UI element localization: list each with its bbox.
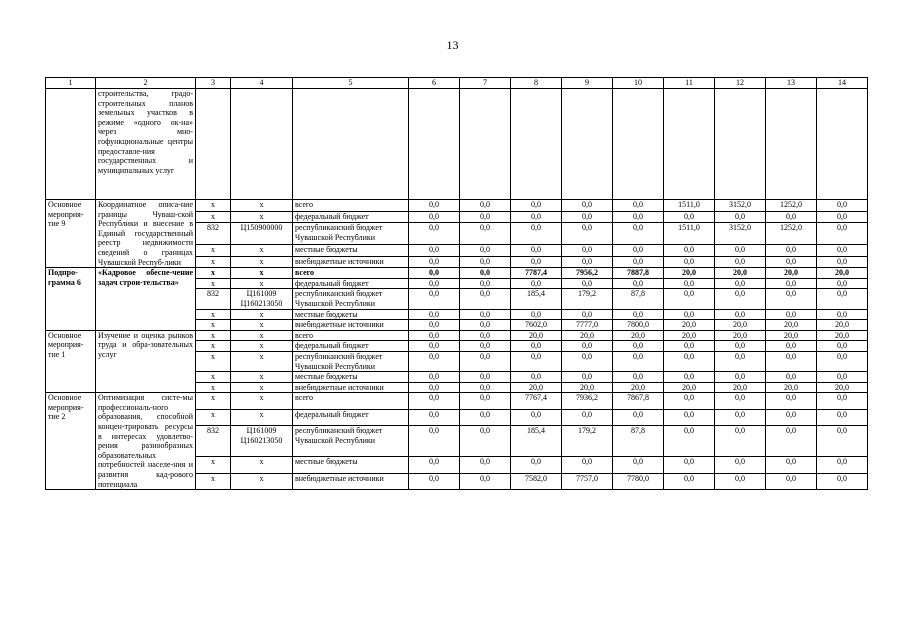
amount-cell: 0,0 (817, 426, 868, 457)
amount-cell: 20,0 (511, 330, 562, 341)
amount-cell: 0,0 (766, 409, 817, 425)
amount-cell: 0,0 (715, 351, 766, 371)
amount-cell: 0,0 (817, 200, 868, 212)
amount-cell: 0,0 (511, 245, 562, 257)
amount-cell: 0,0 (511, 351, 562, 371)
budget-classification-code: x (231, 320, 293, 331)
amount-cell: 179,2 (562, 426, 613, 457)
funding-source: внебюджетные источники (293, 382, 409, 393)
amount-cell: 20,0 (715, 330, 766, 341)
table-row (46, 268, 868, 279)
executor-code: x (196, 211, 231, 223)
amount-cell: 0,0 (409, 382, 460, 393)
empty-cell (817, 89, 868, 200)
measure-description: Оптимизация систе-мы профессиональ-ного образования, способной концен-трировать ресурсы в интересах удовлетво-рения разнообразных образовательных потребностей населе-ния и развития кад-рового потенциала (96, 393, 196, 490)
amount-cell: 7887,8 (613, 268, 664, 279)
amount-cell: 0,0 (409, 211, 460, 223)
amount-cell: 0,0 (817, 223, 868, 245)
empty-cell (562, 89, 613, 200)
amount-cell: 0,0 (715, 278, 766, 289)
amount-cell: 0,0 (817, 211, 868, 223)
amount-cell: 0,0 (562, 200, 613, 212)
measure-name: Основное мероприя-тие 9 (46, 200, 96, 268)
amount-cell: 1511,0 (664, 200, 715, 212)
amount-cell: 7936,2 (562, 393, 613, 409)
budget-classification-code: x (231, 393, 293, 409)
amount-cell: 0,0 (664, 372, 715, 383)
amount-cell: 0,0 (460, 393, 511, 409)
amount-cell: 20,0 (613, 330, 664, 341)
column-number-header: 9 (562, 78, 613, 89)
amount-cell: 0,0 (409, 330, 460, 341)
amount-cell: 0,0 (562, 351, 613, 371)
amount-cell: 0,0 (460, 268, 511, 279)
amount-cell: 0,0 (511, 223, 562, 245)
empty-cell (511, 89, 562, 200)
amount-cell: 0,0 (817, 289, 868, 309)
amount-cell: 0,0 (562, 278, 613, 289)
amount-cell: 0,0 (613, 309, 664, 320)
column-number-header: 6 (409, 78, 460, 89)
amount-cell: 0,0 (766, 372, 817, 383)
measure-description: «Кадровое обеспе-чение задач строи-тельства» (96, 268, 196, 331)
amount-cell: 0,0 (817, 457, 868, 473)
column-number-header: 8 (511, 78, 562, 89)
amount-cell: 0,0 (562, 341, 613, 352)
budget-classification-code: Ц150900000 (231, 223, 293, 245)
budget-table (45, 77, 868, 490)
budget-classification-code: x (231, 372, 293, 383)
budget-classification-code: Ц161009 Ц160213050 (231, 289, 293, 309)
amount-cell: 0,0 (460, 382, 511, 393)
amount-cell: 0,0 (460, 320, 511, 331)
amount-cell: 0,0 (613, 245, 664, 257)
amount-cell: 0,0 (562, 223, 613, 245)
amount-cell: 20,0 (766, 320, 817, 331)
amount-cell: 20,0 (664, 382, 715, 393)
amount-cell: 0,0 (409, 278, 460, 289)
amount-cell: 0,0 (613, 351, 664, 371)
budget-classification-code: x (231, 341, 293, 352)
amount-cell: 0,0 (766, 473, 817, 489)
amount-cell: 0,0 (715, 426, 766, 457)
amount-cell: 0,0 (409, 245, 460, 257)
amount-cell: 0,0 (766, 289, 817, 309)
amount-cell: 0,0 (460, 309, 511, 320)
table-body (46, 78, 868, 490)
empty-cell (46, 89, 96, 200)
amount-cell: 7582,0 (511, 473, 562, 489)
amount-cell: 0,0 (511, 372, 562, 383)
executor-code: x (196, 351, 231, 371)
amount-cell: 0,0 (460, 409, 511, 425)
amount-cell: 0,0 (613, 256, 664, 268)
amount-cell: 20,0 (715, 382, 766, 393)
amount-cell: 0,0 (817, 409, 868, 425)
amount-cell: 0,0 (817, 245, 868, 257)
executor-code: x (196, 341, 231, 352)
amount-cell: 0,0 (664, 393, 715, 409)
executor-code: 832 (196, 426, 231, 457)
executor-code: x (196, 409, 231, 425)
amount-cell: 87,8 (613, 289, 664, 309)
amount-cell: 0,0 (715, 473, 766, 489)
amount-cell: 0,0 (613, 341, 664, 352)
amount-cell: 0,0 (664, 426, 715, 457)
amount-cell: 0,0 (766, 309, 817, 320)
amount-cell: 0,0 (409, 320, 460, 331)
amount-cell: 0,0 (409, 351, 460, 371)
column-number-header: 5 (293, 78, 409, 89)
amount-cell: 0,0 (511, 256, 562, 268)
measure-name: Основное мероприя-тие 2 (46, 393, 96, 490)
table-row (46, 393, 868, 409)
amount-cell: 0,0 (511, 457, 562, 473)
column-number-header: 14 (817, 78, 868, 89)
amount-cell: 0,0 (409, 200, 460, 212)
amount-cell: 0,0 (409, 393, 460, 409)
amount-cell: 0,0 (460, 457, 511, 473)
measure-description: Координатное описа-ние границы Чуваш-ской Республики и внесение в Единый государственный реестр недвижимости сведений о границах Чувашской Респуб-лики (96, 200, 196, 268)
amount-cell: 20,0 (715, 320, 766, 331)
amount-cell: 0,0 (817, 341, 868, 352)
funding-source: всего (293, 200, 409, 212)
amount-cell: 0,0 (409, 341, 460, 352)
empty-cell (231, 89, 293, 200)
amount-cell: 1252,0 (766, 200, 817, 212)
budget-classification-code: x (231, 245, 293, 257)
amount-cell: 7956,2 (562, 268, 613, 279)
continuation-description: строительства, градо-строительных планов земельных участков в режиме «одного ок-на» через мно-гофункциональные центры предоставле-ния государственных и муниципальных услуг (96, 89, 196, 200)
amount-cell: 0,0 (766, 245, 817, 257)
amount-cell: 7757,0 (562, 473, 613, 489)
amount-cell: 0,0 (715, 393, 766, 409)
amount-cell: 0,0 (460, 372, 511, 383)
amount-cell: 0,0 (511, 341, 562, 352)
amount-cell: 0,0 (817, 473, 868, 489)
amount-cell: 0,0 (766, 457, 817, 473)
amount-cell: 20,0 (664, 330, 715, 341)
amount-cell: 1252,0 (766, 223, 817, 245)
amount-cell: 0,0 (460, 223, 511, 245)
amount-cell: 0,0 (817, 256, 868, 268)
empty-cell (715, 89, 766, 200)
amount-cell: 0,0 (460, 289, 511, 309)
amount-cell: 0,0 (715, 457, 766, 473)
amount-cell: 20,0 (715, 268, 766, 279)
amount-cell: 7767,4 (511, 393, 562, 409)
amount-cell: 0,0 (715, 341, 766, 352)
measure-name: Подпро-грамма 6 (46, 268, 96, 331)
empty-cell (766, 89, 817, 200)
amount-cell: 20,0 (511, 382, 562, 393)
page-number: 13 (446, 38, 459, 52)
amount-cell: 1511,0 (664, 223, 715, 245)
amount-cell: 0,0 (562, 245, 613, 257)
column-number-header: 3 (196, 78, 231, 89)
amount-cell: 0,0 (817, 309, 868, 320)
empty-cell (293, 89, 409, 200)
column-number-header: 4 (231, 78, 293, 89)
column-number-header: 7 (460, 78, 511, 89)
funding-source: республиканский бюджет Чувашской Республики (293, 289, 409, 309)
funding-source: внебюджетные источники (293, 256, 409, 268)
funding-source: всего (293, 393, 409, 409)
executor-code: 832 (196, 289, 231, 309)
amount-cell: 0,0 (664, 351, 715, 371)
amount-cell: 0,0 (409, 268, 460, 279)
amount-cell: 0,0 (766, 341, 817, 352)
budget-classification-code: x (231, 473, 293, 489)
budget-classification-code: x (231, 382, 293, 393)
amount-cell: 7780,0 (613, 473, 664, 489)
amount-cell: 0,0 (664, 278, 715, 289)
budget-classification-code: x (231, 278, 293, 289)
amount-cell: 0,0 (562, 372, 613, 383)
amount-cell: 0,0 (613, 278, 664, 289)
amount-cell: 0,0 (664, 245, 715, 257)
amount-cell: 20,0 (817, 330, 868, 341)
executor-code: x (196, 309, 231, 320)
budget-classification-code: x (231, 457, 293, 473)
funding-source: республиканский бюджет Чувашской Республики (293, 223, 409, 245)
amount-cell: 0,0 (715, 256, 766, 268)
amount-cell: 20,0 (817, 382, 868, 393)
amount-cell: 0,0 (409, 426, 460, 457)
amount-cell: 20,0 (664, 268, 715, 279)
funding-source: федеральный бюджет (293, 278, 409, 289)
budget-classification-code: x (231, 309, 293, 320)
amount-cell: 0,0 (613, 409, 664, 425)
column-number-header: 11 (664, 78, 715, 89)
executor-code: x (196, 200, 231, 212)
amount-cell: 0,0 (664, 457, 715, 473)
budget-classification-code: x (231, 351, 293, 371)
amount-cell: 20,0 (817, 320, 868, 331)
empty-cell (196, 89, 231, 200)
amount-cell: 3152,0 (715, 223, 766, 245)
amount-cell: 0,0 (562, 409, 613, 425)
amount-cell: 20,0 (562, 382, 613, 393)
amount-cell: 0,0 (613, 372, 664, 383)
column-number-header: 13 (766, 78, 817, 89)
amount-cell: 20,0 (613, 382, 664, 393)
amount-cell: 0,0 (511, 278, 562, 289)
amount-cell: 0,0 (511, 200, 562, 212)
executor-code: x (196, 278, 231, 289)
funding-source: местные бюджеты (293, 309, 409, 320)
amount-cell: 7800,0 (613, 320, 664, 331)
empty-cell (613, 89, 664, 200)
funding-source: федеральный бюджет (293, 409, 409, 425)
amount-cell: 0,0 (613, 457, 664, 473)
amount-cell: 20,0 (766, 268, 817, 279)
amount-cell: 0,0 (715, 309, 766, 320)
amount-cell: 7787,4 (511, 268, 562, 279)
amount-cell: 0,0 (460, 426, 511, 457)
amount-cell: 0,0 (562, 457, 613, 473)
amount-cell: 20,0 (766, 330, 817, 341)
amount-cell: 0,0 (664, 341, 715, 352)
measure-name: Основное мероприя-тие 1 (46, 330, 96, 393)
amount-cell: 0,0 (409, 409, 460, 425)
amount-cell: 87,8 (613, 426, 664, 457)
amount-cell: 185,4 (511, 426, 562, 457)
amount-cell: 20,0 (766, 382, 817, 393)
amount-cell: 0,0 (766, 256, 817, 268)
amount-cell: 7867,8 (613, 393, 664, 409)
amount-cell: 0,0 (715, 372, 766, 383)
empty-cell (409, 89, 460, 200)
amount-cell: 0,0 (613, 223, 664, 245)
amount-cell: 0,0 (562, 309, 613, 320)
amount-cell: 0,0 (460, 351, 511, 371)
amount-cell: 0,0 (562, 256, 613, 268)
amount-cell: 0,0 (460, 245, 511, 257)
amount-cell: 0,0 (409, 372, 460, 383)
amount-cell: 0,0 (409, 309, 460, 320)
amount-cell: 0,0 (511, 211, 562, 223)
table-row (46, 330, 868, 341)
amount-cell: 7777,0 (562, 320, 613, 331)
amount-cell: 0,0 (664, 256, 715, 268)
amount-cell: 0,0 (511, 409, 562, 425)
executor-code: x (196, 457, 231, 473)
amount-cell: 0,0 (409, 457, 460, 473)
funding-source: республиканский бюджет Чувашской Республики (293, 351, 409, 371)
executor-code: x (196, 330, 231, 341)
amount-cell: 0,0 (460, 341, 511, 352)
column-number-header: 2 (96, 78, 196, 89)
budget-classification-code: x (231, 200, 293, 212)
amount-cell: 3152,0 (715, 200, 766, 212)
amount-cell: 0,0 (409, 256, 460, 268)
budget-classification-code: x (231, 330, 293, 341)
executor-code: 832 (196, 223, 231, 245)
amount-cell: 179,2 (562, 289, 613, 309)
amount-cell: 0,0 (460, 473, 511, 489)
amount-cell: 0,0 (409, 473, 460, 489)
funding-source: внебюджетные источники (293, 320, 409, 331)
amount-cell: 0,0 (511, 309, 562, 320)
amount-cell: 0,0 (664, 409, 715, 425)
amount-cell: 0,0 (562, 211, 613, 223)
executor-code: x (196, 393, 231, 409)
amount-cell: 0,0 (460, 200, 511, 212)
amount-cell: 0,0 (409, 289, 460, 309)
column-number-header: 10 (613, 78, 664, 89)
amount-cell: 0,0 (715, 289, 766, 309)
amount-cell: 0,0 (766, 393, 817, 409)
budget-classification-code: Ц161009 Ц160213050 (231, 426, 293, 457)
amount-cell: 185,4 (511, 289, 562, 309)
amount-cell: 0,0 (766, 211, 817, 223)
budget-classification-code: x (231, 268, 293, 279)
amount-cell: 0,0 (613, 200, 664, 212)
amount-cell: 0,0 (664, 473, 715, 489)
amount-cell: 0,0 (460, 330, 511, 341)
amount-cell: 20,0 (817, 268, 868, 279)
amount-cell: 0,0 (715, 211, 766, 223)
funding-source: федеральный бюджет (293, 341, 409, 352)
amount-cell: 0,0 (409, 223, 460, 245)
empty-cell (664, 89, 715, 200)
amount-cell: 20,0 (664, 320, 715, 331)
amount-cell: 0,0 (664, 211, 715, 223)
budget-classification-code: x (231, 409, 293, 425)
amount-cell: 0,0 (715, 409, 766, 425)
executor-code: x (196, 245, 231, 257)
measure-description: Изучение и оценка рынков труда и обра-зовательных услуг (96, 330, 196, 393)
funding-source: местные бюджеты (293, 245, 409, 257)
budget-classification-code: x (231, 256, 293, 268)
continuation-row (46, 89, 868, 200)
amount-cell: 0,0 (664, 309, 715, 320)
executor-code: x (196, 382, 231, 393)
funding-source: всего (293, 330, 409, 341)
funding-source: местные бюджеты (293, 457, 409, 473)
executor-code: x (196, 256, 231, 268)
column-number-header: 12 (715, 78, 766, 89)
amount-cell: 0,0 (766, 426, 817, 457)
executor-code: x (196, 372, 231, 383)
amount-cell: 0,0 (766, 351, 817, 371)
funding-source: внебюджетные источники (293, 473, 409, 489)
amount-cell: 0,0 (460, 256, 511, 268)
budget-classification-code: x (231, 211, 293, 223)
amount-cell: 0,0 (817, 351, 868, 371)
funding-source: всего (293, 268, 409, 279)
amount-cell: 0,0 (817, 393, 868, 409)
amount-cell: 0,0 (460, 211, 511, 223)
column-number-header: 1 (46, 78, 96, 89)
funding-source: местные бюджеты (293, 372, 409, 383)
funding-source: республиканский бюджет Чувашской Республики (293, 426, 409, 457)
amount-cell: 0,0 (817, 372, 868, 383)
amount-cell: 0,0 (766, 278, 817, 289)
executor-code: x (196, 268, 231, 279)
header-row (46, 78, 868, 89)
empty-cell (460, 89, 511, 200)
executor-code: x (196, 473, 231, 489)
funding-source: федеральный бюджет (293, 211, 409, 223)
amount-cell: 0,0 (817, 278, 868, 289)
table-row (46, 200, 868, 212)
amount-cell: 0,0 (715, 245, 766, 257)
amount-cell: 7602,0 (511, 320, 562, 331)
amount-cell: 0,0 (664, 289, 715, 309)
amount-cell: 0,0 (613, 211, 664, 223)
amount-cell: 20,0 (562, 330, 613, 341)
executor-code: x (196, 320, 231, 331)
amount-cell: 0,0 (460, 278, 511, 289)
